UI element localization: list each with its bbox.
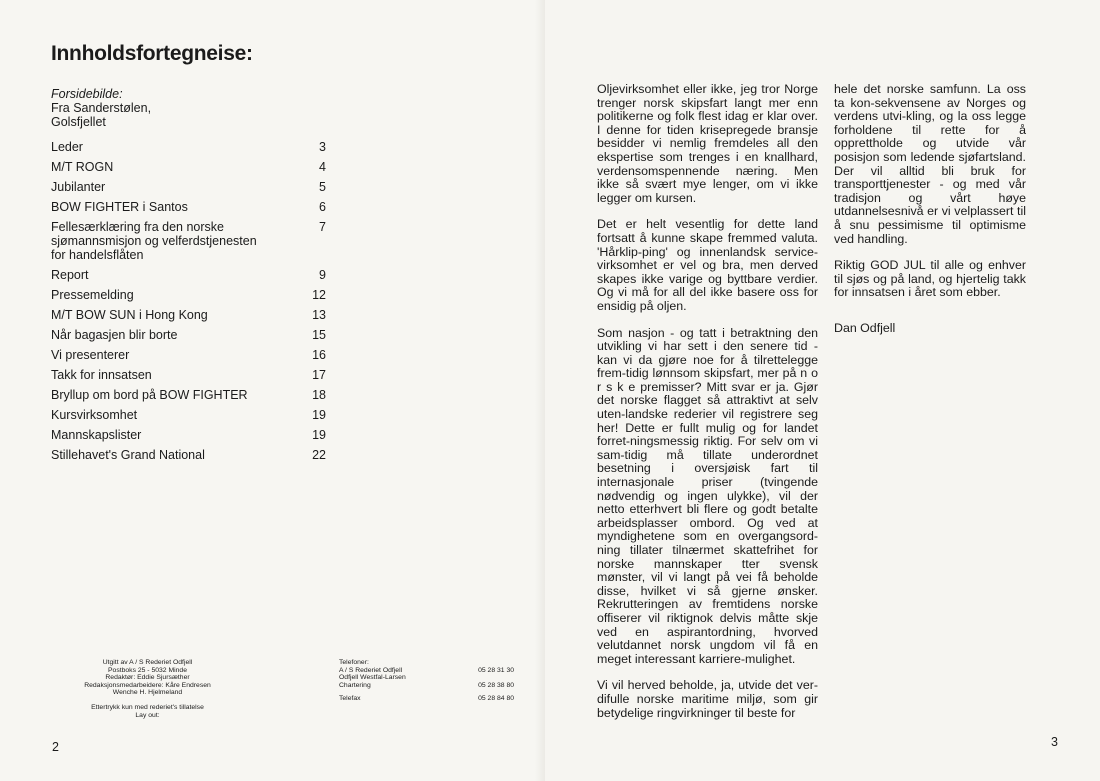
toc-entry-title: Report	[51, 268, 89, 282]
toc-entry	[51, 200, 326, 214]
left-page	[0, 0, 545, 781]
article-column-right	[834, 83, 1026, 336]
toc-entry-page: 22	[312, 448, 326, 462]
article-paragraph: Som nasjon - og tatt i betraktning den utvikling vi har sett i den senere tid - kan vi da gjøre noe for å tilrettelegge frem-tidig lønnsom skipsfart, mer på n o r s k e premisser? Mitt svar er ja. Gjør det norske flagget så attraktivt at selv uten-landske rederier vil registrere seg her! Dette er fullt mulig og for landet forret-ningsmessig riktig. For selv om vi sam-tidig må tillate underordnet besetning i oversjøisk fart til internasjonale priser (tvingende nødvendig og ingen ulykke), vil der netto etterhvert bli flere og godt betalte arbeidsplasser ombord. Og ved at myndighetene som en overgangsord-ning tillater tilnærmet skattefrihet for norske mannskaper tter svensk mønster, vil vi langt på vei få beholde disse, hvilket vi så gjerne ønsker. Rekrutteringen av fremtidens norske offiserer vil riktignok delvis måtte skje ved en aspirantordning, hvorved velutdannet norsk ungdom vil få en meget interessant karriere-mulighet.	[597, 325, 818, 666]
toc-entry-title: M/T BOW SUN i Hong Kong	[51, 308, 208, 322]
phone-number: 05 28 31 30	[478, 666, 514, 674]
toc-entry-page: 6	[319, 200, 326, 214]
toc-entry-page: 7	[319, 220, 326, 234]
imprint-line: Wenche H. Hjelmeland	[112, 689, 183, 697]
toc-entry-page: 12	[312, 288, 326, 302]
imprint-line: Redaktør: Eddie Sjursæther	[105, 674, 190, 682]
toc-entry-page: 19	[312, 408, 326, 422]
toc-entry-title: Pressemelding	[51, 288, 134, 302]
toc-entry-title: Bryllup om bord på BOW FIGHTER	[51, 388, 248, 402]
toc-entry	[51, 268, 326, 282]
fax-number: 05 28 84 80	[478, 695, 514, 703]
toc-entry-title: Vi presenterer	[51, 348, 130, 362]
page-title: Innholdsfortegneise:	[51, 42, 253, 65]
imprint-line: Ettertrykk kun med rederiet's tillatelse	[91, 703, 204, 711]
article-paragraph: Riktig GOD JUL til alle og enhver til sjøs og på land, og hjertelig takk for innsatsen i året som ebber.	[834, 258, 1026, 300]
toc-entry-page: 9	[319, 268, 326, 282]
toc-entry-title: Når bagasjen blir borte	[51, 328, 178, 342]
toc-entry-title: Mannskapslister	[51, 428, 142, 442]
fax-label: Telefax	[339, 695, 361, 703]
toc-entry-page: 4	[319, 160, 326, 174]
toc-entry	[51, 388, 326, 402]
article-column-left	[597, 83, 818, 733]
toc-entry	[51, 328, 326, 342]
toc-entry-title: Jubilanter	[51, 180, 106, 194]
toc-entry-page: 18	[312, 388, 326, 402]
cover-caption-line: Golsfjellet	[51, 115, 106, 129]
toc-entry-title: Stillehavet's Grand National	[51, 448, 205, 462]
toc-entry-title: BOW FIGHTER i Santos	[51, 200, 188, 214]
toc-entry-page: 19	[312, 428, 326, 442]
toc-entry-page: 15	[312, 328, 326, 342]
imprint-line: Lay out:	[135, 711, 160, 719]
phone-heading: Telefoner:	[339, 659, 369, 666]
article-paragraph: Det er helt vesentlig for dette land fortsatt å kunne skape fremmed valuta. 'Hårklip-ping' og innenlandsk service-virksomhet er vel og bra, men derved skapes ikke varige og byttbare verdier. Og vi må for all del ikke basere oss for ensidig på oljen.	[597, 217, 818, 313]
toc-entry-page: 3	[319, 140, 326, 154]
toc-entry-page: 13	[312, 308, 326, 322]
cover-caption-label: Forsidebilde:	[51, 87, 123, 101]
toc-entry	[51, 140, 326, 154]
imprint-block	[60, 659, 235, 719]
page-number: 3	[1051, 735, 1058, 749]
cover-caption-block	[51, 87, 151, 129]
toc-entry-title: Takk for innsatsen	[51, 368, 152, 382]
toc-entry	[51, 180, 326, 194]
toc-entry-page: 16	[312, 348, 326, 362]
toc-entry-title: M/T ROGN	[51, 160, 114, 174]
toc-entry	[51, 288, 326, 302]
toc-entry	[51, 448, 326, 462]
phone-label: Odfjell Westfal-Larsen	[339, 674, 406, 682]
phone-row	[339, 682, 514, 690]
phone-row	[339, 674, 514, 682]
page-number: 2	[52, 740, 59, 754]
imprint-line: Utgitt av A / S Rederiet Odfjell	[102, 659, 193, 666]
toc-entry	[51, 308, 326, 322]
toc-entry-title: Kursvirksomhet	[51, 408, 138, 422]
imprint-line: Postboks 25 - 5032 Minde	[108, 666, 187, 674]
toc-entry	[51, 428, 326, 442]
toc-entry	[51, 408, 326, 422]
phone-label: Chartering	[339, 681, 371, 689]
fax-row	[339, 695, 514, 703]
toc-entry-title: Leder	[51, 140, 83, 154]
toc-entry	[51, 160, 326, 174]
article-paragraph: Vi vil herved beholde, ja, utvide det ver-difulle norske maritime miljø, som gir betydelige ringvirkninger til beste for	[597, 678, 818, 720]
table-of-contents	[51, 140, 326, 468]
imprint-line: Redaksjonsmedarbeidere: Kåre Endresen	[84, 681, 211, 689]
phone-number: 05 28 38 80	[478, 681, 514, 689]
toc-entry-title: Fellesærklæring fra den norske sjømannsmisjon og velferdstjenesten for handelsflåten	[51, 220, 257, 262]
toc-entry	[51, 220, 326, 262]
phone-row	[339, 667, 514, 675]
article-paragraph: Oljevirksomhet eller ikke, jeg tror Norge trenger norsk skipsfart langt mer enn politikerne og folk flest idag er klar over. I denne for tiden krisepregede bransje besidder vi nemlig fremdeles all den ekspertise som trenges i en knallhard, verdensomspennende næring. Men ikke så svært mye lenger, om vi ikke legger om kursen.	[597, 82, 818, 205]
toc-entry	[51, 348, 326, 362]
toc-entry-page: 17	[312, 368, 326, 382]
toc-entry	[51, 368, 326, 382]
article-paragraph: hele det norske samfunn. La oss ta kon-sekvensene av Norges og verdens utvi-kling, og la oss legge forholdene til rette for å opprettholde og utvide vår posisjon som ledende sjøfartsland. Der vil alltid bli bruk for transporttjenester - og med vår tradisjon og vårt høye utdannelsesnivå er vi velplassert til å snu pessimisme til optimisme ved handling.	[834, 82, 1026, 246]
signature: Dan Odfjell	[834, 320, 896, 335]
phone-directory	[339, 659, 514, 703]
cover-caption-line: Fra Sanderstølen,	[51, 101, 152, 115]
phone-label: A / S Rederiet Odfjell	[339, 666, 403, 674]
toc-entry-page: 5	[319, 180, 326, 194]
